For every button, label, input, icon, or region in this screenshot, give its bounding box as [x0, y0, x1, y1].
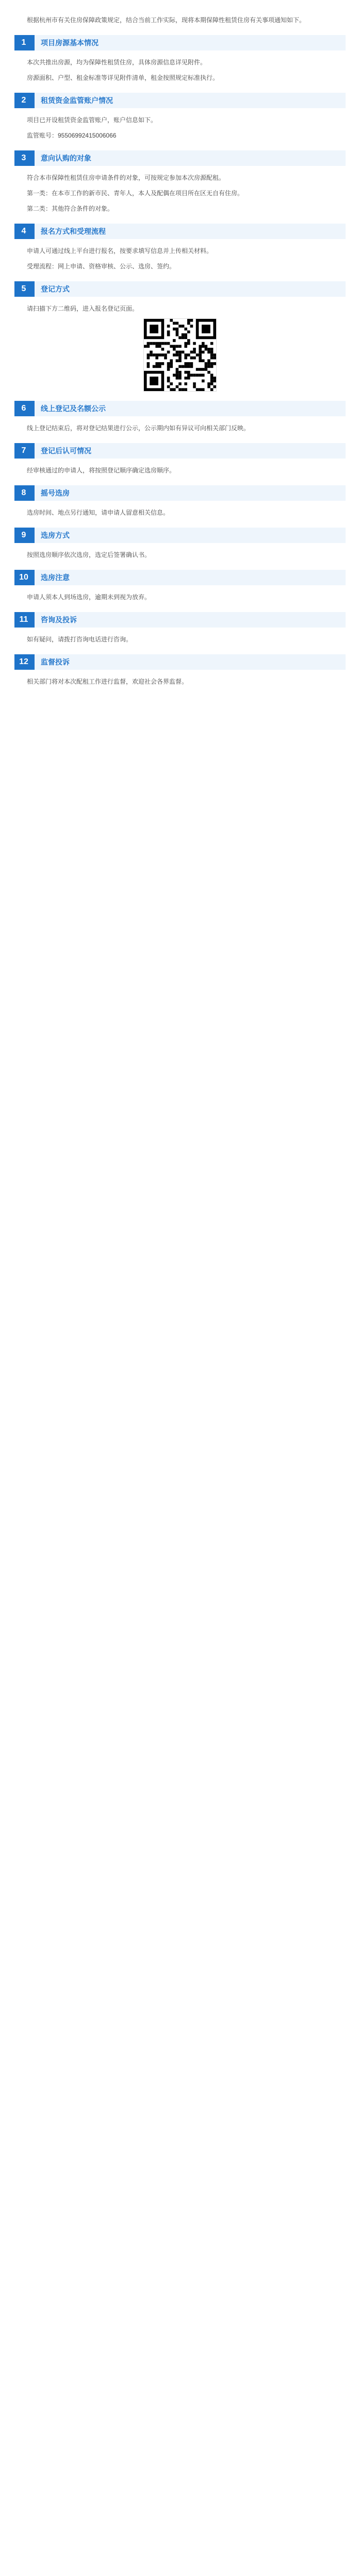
section-1: [14, 35, 346, 83]
section-paragraph: 相关部门将对本次配租工作进行监督，欢迎社会各界监督。: [27, 678, 188, 685]
section-title: [14, 150, 346, 166]
section-paragraph: 符合本市保障性租赁住房申请条件的对象，可按规定参加本次房源配租。: [27, 174, 225, 181]
section-number-badge: 3: [14, 150, 33, 166]
section-2: [14, 93, 346, 141]
section-heading: 登记后认可情况: [33, 443, 346, 459]
section-heading: 租赁资金监管账户情况: [33, 93, 346, 108]
section-6: [14, 401, 346, 434]
section-paragraph: 选房时间、地点另行通知，请申请人留意相关信息。: [27, 509, 170, 516]
section-title: [14, 93, 346, 108]
section-number-badge: 12: [14, 654, 33, 670]
qr-code-icon[interactable]: [143, 318, 217, 392]
section-title: [14, 528, 346, 543]
section-5: [14, 281, 346, 392]
section-paragraph: 第一类：在本市工作的新市民、青年人，本人及配偶在项目所在区无自有住房。: [27, 190, 244, 197]
section-paragraph: 按照选房顺序依次选房，选定后签署确认书。: [27, 551, 151, 558]
section-paragraph: 经审核通过的申请人，将按照登记顺序确定选房顺序。: [27, 467, 176, 474]
section-title: [14, 654, 346, 670]
section-heading: 咨询及投诉: [33, 612, 346, 628]
section-paragraph: 受理流程：网上申请、资格审核、公示、选房、签约。: [27, 263, 176, 270]
section-heading: 监督投诉: [33, 654, 346, 670]
section-paragraph: 线上登记结束后，将对登记结果进行公示，公示期内如有异议可向相关部门反映。: [27, 425, 250, 432]
section-heading: 报名方式和受理流程: [33, 224, 346, 239]
section-9: [14, 528, 346, 561]
section-paragraph: 监管账号：95506992415006066: [27, 132, 117, 139]
section-number-badge: 8: [14, 485, 33, 501]
section-number-badge: 1: [14, 35, 33, 50]
section-heading: 项目房源基本情况: [33, 35, 346, 50]
section-heading: 意向认购的对象: [33, 150, 346, 166]
section-title: [14, 443, 346, 459]
section-title: [14, 485, 346, 501]
section-10: [14, 570, 346, 603]
section-title: [14, 612, 346, 628]
section-paragraph: 本次共推出房源，均为保障性租赁住房，具体房源信息详见附件。: [27, 59, 207, 66]
section-heading: 摇号选房: [33, 485, 346, 501]
section-8: [14, 485, 346, 518]
section-title: [14, 401, 346, 416]
section-paragraph: 申请人须本人到场选房，逾期未到视为放弃。: [27, 594, 151, 601]
section-title: [14, 281, 346, 297]
section-number-badge: 10: [14, 570, 33, 585]
section-title: [14, 224, 346, 239]
section-number-badge: 4: [14, 224, 33, 239]
section-paragraph: 如有疑问，请拨打咨询电话进行咨询。: [27, 636, 133, 643]
section-number-badge: 5: [14, 281, 33, 297]
section-4: [14, 224, 346, 272]
section-heading: 登记方式: [33, 281, 346, 297]
section-heading: 线上登记及名额公示: [33, 401, 346, 416]
section-number-badge: 6: [14, 401, 33, 416]
section-paragraph: 房源面积、户型、租金标准等详见附件清单，租金按照规定标准执行。: [27, 74, 219, 81]
section-number-badge: 9: [14, 528, 33, 543]
section-12: [14, 654, 346, 687]
section-11: [14, 612, 346, 645]
section-heading: 选房注意: [33, 570, 346, 585]
sections-container: [14, 35, 346, 687]
section-paragraph: 申请人可通过线上平台进行报名，按要求填写信息并上传相关材料。: [27, 247, 213, 255]
section-number-badge: 11: [14, 612, 33, 628]
intro-paragraph: 根据杭州市有关住房保障政策规定，结合当前工作实际，现将本期保障性租赁住房有关事项通知如下。: [27, 16, 306, 24]
section-paragraph: 第二类：其他符合条件的对象。: [27, 205, 114, 212]
section-number-badge: 7: [14, 443, 33, 459]
section-3: [14, 150, 346, 214]
section-paragraph: 请扫描下方二维码，进入报名登记页面。: [27, 305, 139, 312]
section-7: [14, 443, 346, 476]
section-title: [14, 35, 346, 50]
article-body: [14, 14, 346, 699]
section-paragraph: 项目已开设租赁资金监管账户，账户信息如下。: [27, 116, 157, 124]
section-title: [14, 570, 346, 585]
section-heading: 选房方式: [33, 528, 346, 543]
section-number-badge: 2: [14, 93, 33, 108]
